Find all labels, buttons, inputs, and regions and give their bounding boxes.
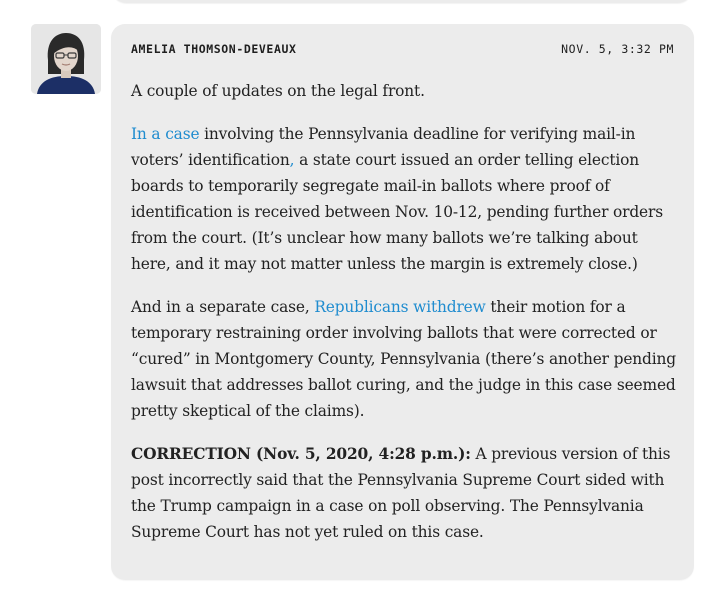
correction-paragraph bbox=[131, 441, 676, 545]
paragraph-2-text-2: a state court issued an order telling election boards to temporarily segregate mail-in ballots where proof of identification is received between Nov. 10-12, pending further orders from the court. (It’s unclear how many ballots we’re talking about here, and it may not matter unless the margin is extremely close.) bbox=[131, 151, 663, 273]
paragraph-1 bbox=[131, 78, 676, 104]
paragraph-1-text: A couple of updates on the legal front. bbox=[131, 82, 425, 100]
author-avatar bbox=[31, 24, 101, 94]
post-body bbox=[131, 78, 676, 562]
post-author[interactable]: AMELIA THOMSON-DEVEAUX bbox=[131, 42, 297, 56]
post-timestamp[interactable]: NOV. 5, 3:32 PM bbox=[561, 42, 674, 56]
paragraph-3-text-1: And in a separate case, bbox=[131, 298, 315, 316]
paragraph-2 bbox=[131, 121, 676, 277]
live-post-card bbox=[111, 24, 694, 580]
comma-link[interactable]: , bbox=[289, 151, 295, 169]
paragraph-3 bbox=[131, 294, 676, 424]
correction-label: CORRECTION (Nov. 5, 2020, 4:28 p.m.): bbox=[131, 445, 471, 463]
author-headshot-icon bbox=[31, 24, 101, 94]
paragraph-3-text-2: their motion for a temporary restraining order involving ballots that were corrected or “cured” in Montgomery County, Pennsylvania (there’s another pending lawsuit that addresses ballot curing, and the judge in this case seemed pretty skeptical of the claims). bbox=[131, 298, 676, 420]
in-a-case-link[interactable]: In a case bbox=[131, 125, 200, 143]
correction-text: A previous version of this post incorrectly said that the Pennsylvania Supreme Court sided with the Trump campaign in a case on poll observing. The Pennsylvania Supreme Court has not yet ruled on this case. bbox=[131, 445, 671, 541]
republicans-withdrew-link[interactable]: Republicans withdrew bbox=[314, 298, 486, 316]
paragraph-2-text-1: involving the Pennsylvania deadline for verifying mail-in voters’ identification bbox=[131, 125, 636, 169]
previous-post-card bbox=[112, 0, 692, 3]
